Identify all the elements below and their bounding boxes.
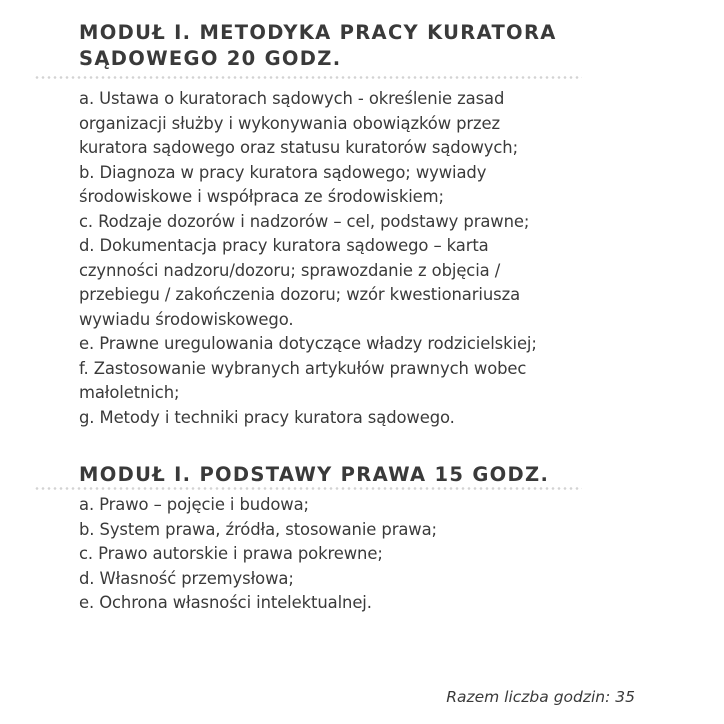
module-heading (79, 462, 639, 488)
topic-line: przebiegu / zakończenia dozoru; wzór kwestionariusza (79, 285, 521, 304)
topic-line: d. Własność przemysłowa; (79, 568, 294, 588)
dotted-divider (34, 76, 582, 79)
module-heading-line: MODUŁ I. METODYKA PRACY KURATORA (79, 21, 557, 44)
topic-line: e. Prawne uregulowania dotyczące władzy rodzicielskiej; (79, 334, 537, 353)
topic-line: organizacji służby i wykonywania obowiązków przez (79, 113, 501, 133)
topic-line: kuratora sądowego oraz statusu kuratorów sądowych; (79, 138, 519, 157)
topic-list (79, 493, 699, 616)
topic-line: małoletnich; (79, 383, 180, 402)
module-metodyka (0, 20, 724, 430)
topic-line: e. Ochrona własności intelektualnej. (79, 593, 372, 612)
topic-line: czynności nadzoru/dozoru; sprawozdanie z objęcia / (79, 260, 501, 280)
total-hours: Razem liczba godzin: 35 (446, 688, 635, 706)
topic-line: a. Prawo – pojęcie i budowa; (79, 495, 309, 514)
topic-line: f. Zastosowanie wybranych artykułów prawnych wobec (79, 358, 527, 378)
topic-line: d. Dokumentacja pracy kuratora sądowego – karta (79, 236, 489, 255)
topic-line: c. Prawo autorskie i prawa pokrewne; (79, 544, 383, 563)
topic-line: b. System prawa, źródła, stosowanie prawa; (79, 519, 437, 539)
module-heading (79, 20, 639, 72)
topic-line: środowiskowe i współpraca ze środowiskiem; (79, 187, 444, 206)
topic-line: c. Rodzaje dozorów i nadzorów – cel, podstawy prawne; (79, 211, 530, 231)
topic-list (79, 87, 699, 430)
module-podstawy-prawa (0, 462, 724, 616)
topic-line: b. Diagnoza w pracy kuratora sądowego; wywiady (79, 162, 487, 182)
topic-line: a. Ustawa o kuratorach sądowych - określenie zasad (79, 89, 505, 108)
topic-line: wywiadu środowiskowego. (79, 309, 294, 329)
module-heading-line: MODUŁ I. PODSTAWY PRAWA 15 GODZ. (79, 463, 550, 486)
topic-line: g. Metody i techniki pracy kuratora sądowego. (79, 407, 455, 427)
module-heading-line: SĄDOWEGO 20 GODZ. (79, 47, 342, 70)
